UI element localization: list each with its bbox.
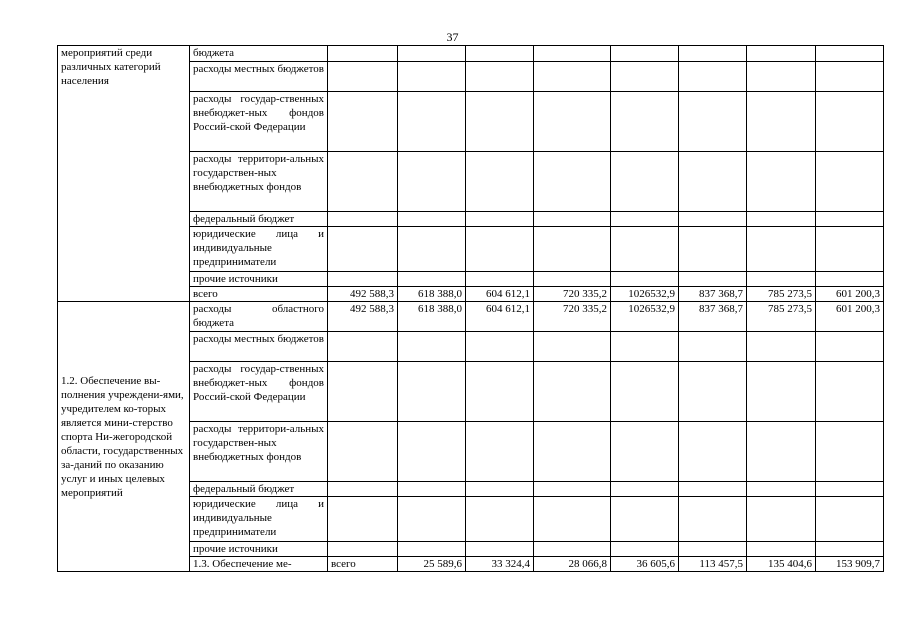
empty-cell: [466, 272, 534, 287]
empty-cell: [611, 272, 679, 287]
empty-cell: [534, 497, 611, 542]
empty-cell: [611, 212, 679, 227]
empty-cell: [398, 332, 466, 362]
empty-cell: [747, 497, 816, 542]
empty-cell: [398, 92, 466, 152]
empty-cell: [466, 227, 534, 272]
empty-cell: [328, 152, 398, 212]
empty-cell: [398, 482, 466, 497]
source-label: бюджета: [190, 46, 328, 62]
empty-cell: [398, 227, 466, 272]
source-label: расходы местных бюджетов: [190, 62, 328, 92]
empty-cell: [466, 362, 534, 422]
empty-cell: [328, 212, 398, 227]
empty-cell: [679, 46, 747, 62]
empty-cell: [679, 332, 747, 362]
empty-cell: [328, 332, 398, 362]
value-cell: 25 589,6: [398, 557, 466, 572]
source-label: расходы государ-ственных внебюджет-ных фондов Россий-ской Федерации: [190, 92, 328, 152]
empty-cell: [534, 212, 611, 227]
empty-cell: [534, 92, 611, 152]
source-label: федеральный бюджет: [190, 212, 328, 227]
empty-cell: [398, 212, 466, 227]
value-cell: 604 612,1: [466, 302, 534, 332]
empty-cell: [466, 62, 534, 92]
empty-cell: [611, 362, 679, 422]
empty-cell: [816, 152, 884, 212]
source-label: федеральный бюджет: [190, 482, 328, 497]
empty-cell: [466, 46, 534, 62]
empty-cell: [816, 497, 884, 542]
empty-cell: [611, 227, 679, 272]
empty-cell: [328, 227, 398, 272]
empty-cell: [747, 227, 816, 272]
empty-cell: [816, 46, 884, 62]
empty-cell: [816, 212, 884, 227]
empty-cell: [611, 92, 679, 152]
empty-cell: [679, 542, 747, 557]
empty-cell: [679, 497, 747, 542]
empty-cell: [611, 46, 679, 62]
empty-cell: [816, 272, 884, 287]
value-cell: 618 388,0: [398, 287, 466, 302]
empty-cell: [679, 62, 747, 92]
empty-cell: [328, 272, 398, 287]
value-cell: 601 200,3: [816, 287, 884, 302]
empty-cell: [679, 422, 747, 482]
empty-cell: [816, 542, 884, 557]
source-label: юридические лица и индивидуальные предприниматели: [190, 497, 328, 542]
value-cell: 720 335,2: [534, 287, 611, 302]
empty-cell: [328, 422, 398, 482]
empty-cell: [611, 497, 679, 542]
source-label: расходы областного бюджета: [190, 302, 328, 332]
empty-cell: [679, 212, 747, 227]
value-cell: 785 273,5: [747, 302, 816, 332]
empty-cell: [534, 362, 611, 422]
source-label: расходы территори-альных государствен-ных внебюджетных фондов: [190, 422, 328, 482]
empty-cell: [466, 482, 534, 497]
empty-cell: [398, 422, 466, 482]
empty-cell: [534, 272, 611, 287]
empty-cell: [328, 362, 398, 422]
empty-cell: [816, 362, 884, 422]
empty-cell: [328, 62, 398, 92]
source-label: юридические лица и индивидуальные предприниматели: [190, 227, 328, 272]
section-1-3-name: 1.3. Обеспечение ме-: [190, 557, 328, 572]
empty-cell: [534, 332, 611, 362]
empty-cell: [747, 482, 816, 497]
value-cell: 837 368,7: [679, 302, 747, 332]
empty-cell: [816, 482, 884, 497]
empty-cell: [747, 152, 816, 212]
table-row: [58, 46, 884, 62]
empty-cell: [747, 422, 816, 482]
empty-cell: [398, 46, 466, 62]
empty-cell: [534, 46, 611, 62]
source-label: прочие источники: [190, 542, 328, 557]
source-label: всего: [190, 287, 328, 302]
section-1-1-name: мероприятий среди различных категорий населения: [58, 46, 190, 302]
empty-cell: [466, 542, 534, 557]
empty-cell: [466, 92, 534, 152]
empty-cell: [611, 332, 679, 362]
empty-cell: [466, 152, 534, 212]
empty-cell: [534, 62, 611, 92]
empty-cell: [534, 422, 611, 482]
empty-cell: [679, 152, 747, 212]
empty-cell: [398, 152, 466, 212]
empty-cell: [466, 332, 534, 362]
empty-cell: [398, 272, 466, 287]
empty-cell: [534, 227, 611, 272]
empty-cell: [679, 482, 747, 497]
value-cell: 33 324,4: [466, 557, 534, 572]
empty-cell: [611, 422, 679, 482]
empty-cell: [679, 362, 747, 422]
source-label: расходы местных бюджетов: [190, 332, 328, 362]
value-cell: 1026532,9: [611, 302, 679, 332]
empty-cell: [747, 542, 816, 557]
empty-cell: [611, 152, 679, 212]
value-cell: 492 588,3: [328, 287, 398, 302]
table-row: [58, 302, 884, 332]
empty-cell: [328, 542, 398, 557]
value-cell: 153 909,7: [816, 557, 884, 572]
empty-cell: [328, 46, 398, 62]
empty-cell: [747, 62, 816, 92]
empty-cell: [747, 272, 816, 287]
value-cell: 113 457,5: [679, 557, 747, 572]
empty-cell: [679, 92, 747, 152]
source-label: всего: [328, 557, 398, 572]
empty-cell: [747, 332, 816, 362]
source-label: расходы территори-альных государствен-ных внебюджетных фондов: [190, 152, 328, 212]
empty-cell: [816, 62, 884, 92]
empty-cell: [747, 212, 816, 227]
value-cell: 1026532,9: [611, 287, 679, 302]
empty-cell: [747, 92, 816, 152]
value-cell: 604 612,1: [466, 287, 534, 302]
empty-cell: [534, 152, 611, 212]
page-number: 37: [446, 30, 459, 44]
value-cell: 720 335,2: [534, 302, 611, 332]
empty-cell: [328, 497, 398, 542]
section-1-2-name: 1.2. Обеспечение вы-полнения учреждени-ями, учредителем ко-торых является мини-стерство спорта Ни-жегородской области, государственных за-даний по оказанию услуг и иных целевых мероприятий: [58, 302, 190, 572]
empty-cell: [747, 362, 816, 422]
value-cell: 135 404,6: [747, 557, 816, 572]
empty-cell: [679, 272, 747, 287]
empty-cell: [679, 227, 747, 272]
empty-cell: [816, 332, 884, 362]
value-cell: 492 588,3: [328, 302, 398, 332]
empty-cell: [398, 362, 466, 422]
empty-cell: [816, 422, 884, 482]
empty-cell: [816, 227, 884, 272]
empty-cell: [398, 497, 466, 542]
budget-table: [57, 45, 884, 572]
empty-cell: [611, 482, 679, 497]
empty-cell: [398, 542, 466, 557]
empty-cell: [466, 497, 534, 542]
value-cell: 36 605,6: [611, 557, 679, 572]
empty-cell: [328, 482, 398, 497]
empty-cell: [534, 482, 611, 497]
value-cell: 601 200,3: [816, 302, 884, 332]
empty-cell: [398, 62, 466, 92]
empty-cell: [747, 46, 816, 62]
empty-cell: [611, 542, 679, 557]
empty-cell: [611, 62, 679, 92]
empty-cell: [466, 212, 534, 227]
empty-cell: [534, 542, 611, 557]
empty-cell: [328, 92, 398, 152]
empty-cell: [466, 422, 534, 482]
value-cell: 837 368,7: [679, 287, 747, 302]
source-label: расходы государ-ственных внебюджет-ных фондов Россий-ской Федерации: [190, 362, 328, 422]
value-cell: 618 388,0: [398, 302, 466, 332]
empty-cell: [816, 92, 884, 152]
source-label: прочие источники: [190, 272, 328, 287]
value-cell: 785 273,5: [747, 287, 816, 302]
value-cell: 28 066,8: [534, 557, 611, 572]
